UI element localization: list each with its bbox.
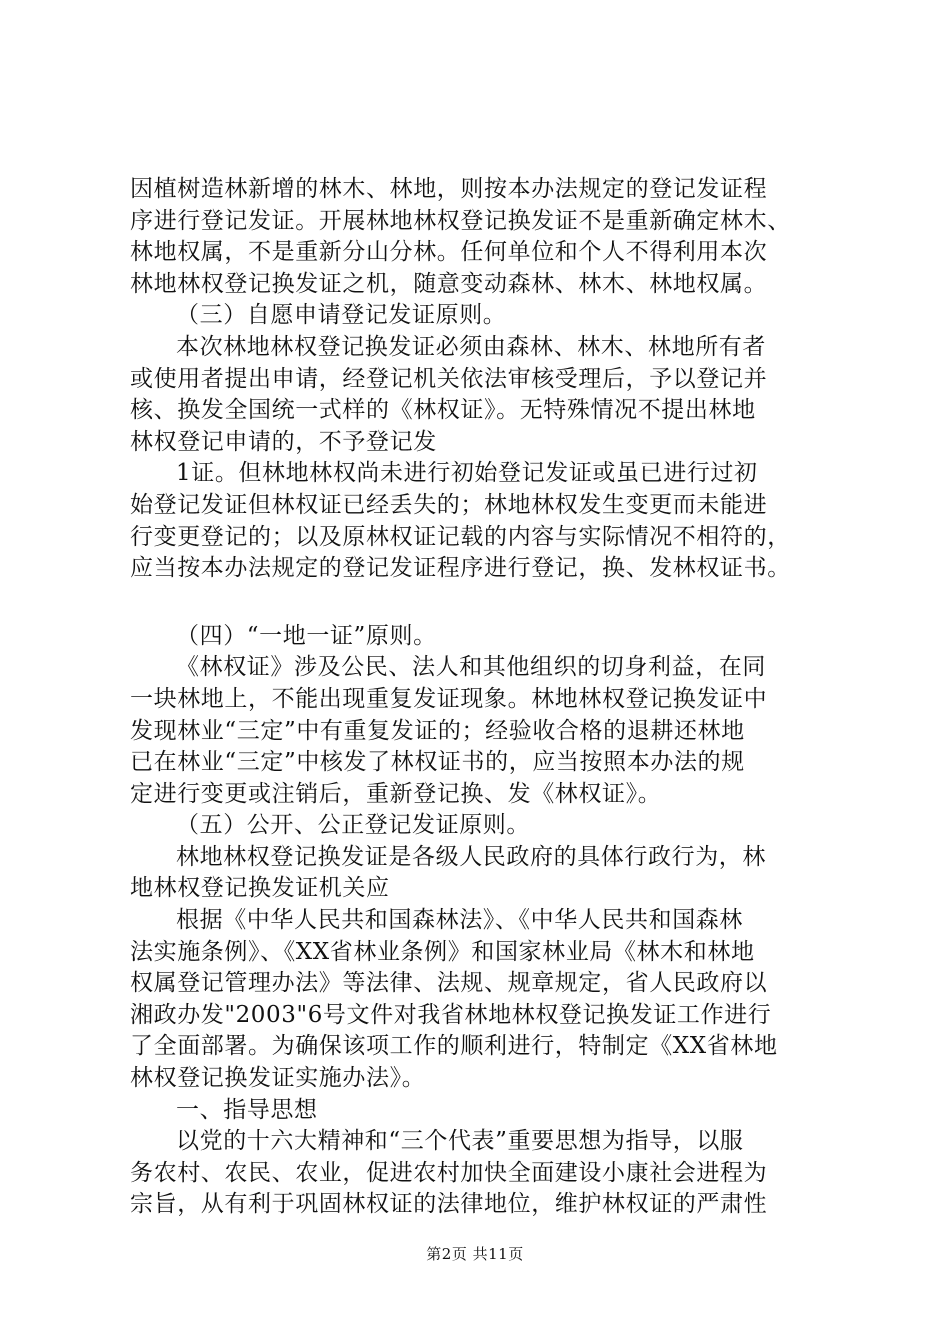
section-heading: （五）公开、公正登记发证原则。 <box>176 812 530 839</box>
text-line: 林权登记换发证实施办法》。 <box>130 1065 426 1092</box>
text-line: 了全面部署。为确保该项工作的顺利进行，特制定《XX省林地 <box>130 1033 778 1060</box>
section-heading: 一、指导思想 <box>176 1096 318 1123</box>
text-line: 根据《中华人民共和国森林法》、《中华人民共和国森林 <box>176 907 743 934</box>
section-heading: （三）自愿申请登记发证原则。 <box>176 302 507 329</box>
text-line: 或使用者提出申请，经登记机关依法审核受理后，予以登记并 <box>130 365 768 392</box>
text-line: 林地林权登记换发证是各级人民政府的具体行政行为，林 <box>176 843 766 870</box>
text-line: 始登记发证但林权证已经丢失的；林地林权发生变更而未能进 <box>130 491 768 518</box>
text-line: 1证。但林地林权尚未进行初始登记发证或虽已进行过初 <box>176 460 758 487</box>
text-line: 林地权属，不是重新分山分林。任何单位和个人不得利用本次 <box>130 239 768 266</box>
text-line: 以党的十六大精神和“三个代表”重要思想为指导，以服 <box>176 1128 744 1155</box>
text-line: 已在林业“三定”中核发了林权证书的，应当按照本办法的规 <box>130 749 745 776</box>
text-line: 一块林地上，不能出现重复发证现象。林地林权登记换发证中 <box>130 685 768 712</box>
text-line: 本次林地林权登记换发证必须由森林、林木、林地所有者 <box>176 333 766 360</box>
text-line: 法实施条例》、《XX省林业条例》和国家林业局《林木和林地 <box>130 938 755 965</box>
text-line: 林地林权登记换发证之机，随意变动森林、林木、林地权属。 <box>130 270 768 297</box>
document-body <box>130 174 830 1221</box>
text-line: 地林权登记换发证机关应 <box>130 875 390 902</box>
text-line: 因植树造林新增的林木、林地，则按本办法规定的登记发证程 <box>130 176 768 202</box>
text-line: 行变更登记的；以及原林权证记载的内容与实际情况不相符的， <box>130 523 791 550</box>
section-heading: （四）“一地一证”原则。 <box>176 622 437 649</box>
text-line: 发现林业“三定”中有重复发证的；经验收合格的退耕还林地 <box>130 717 745 744</box>
text-line: 应当按本办法规定的登记发证程序进行登记，换、发林权证书。 <box>130 555 791 582</box>
text-line: 序进行登记发证。开展林地林权登记换发证不是重新确定林木、 <box>130 207 791 234</box>
text-line: 《林权证》涉及公民、法人和其他组织的切身利益，在同 <box>176 654 766 681</box>
text-line: 定进行变更或注销后，重新登记换、发《林权证》。 <box>130 780 662 807</box>
text-line: 林权登记申请的，不予登记发 <box>130 428 437 455</box>
text-line: 核、换发全国统一式样的《林权证》。无特殊情况不提出林地 <box>130 397 756 424</box>
text-line: 宗旨，从有利于巩固林权证的法律地位，维护林权证的严肃性 <box>130 1191 768 1218</box>
text-line: 湘政办发"2003"6号文件对我省林地林权登记换发证工作进行 <box>130 1001 772 1028</box>
paragraph-gap <box>130 585 830 621</box>
text-line: 权属登记管理办法》等法律、法规、规章规定，省人民政府以 <box>130 970 768 997</box>
page-number-footer: 第2页 共11页 <box>426 1245 524 1263</box>
text-line: 务农村、农民、农业，促进农村加快全面建设小康社会进程为 <box>130 1159 768 1186</box>
